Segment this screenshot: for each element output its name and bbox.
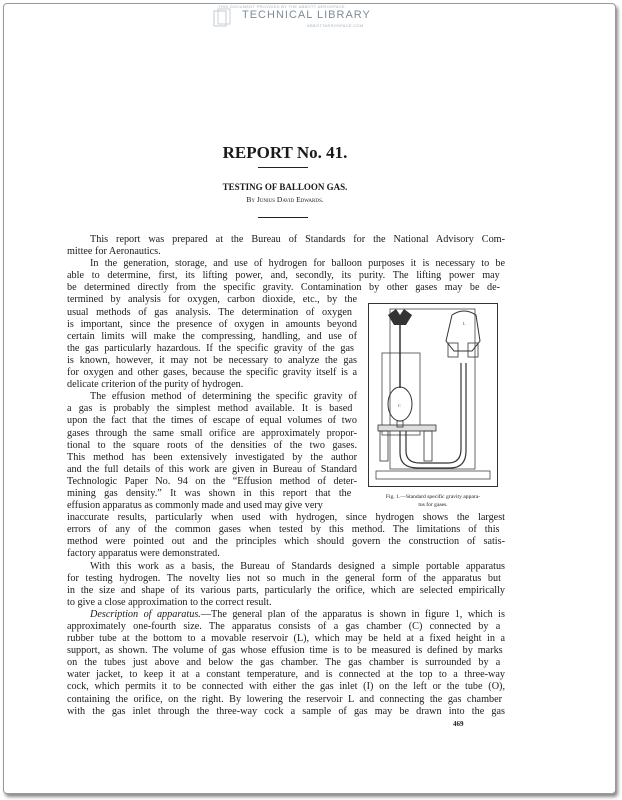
paper-title: TESTING OF BALLOON GAS. [222,182,348,192]
text-line-content: is important, since the presence of oxygen in amounts beyond [67,318,357,330]
text-line-content: method were pointed out and the principles which should govern the construction of satis- [67,536,505,548]
watermark-line1: THIS DOCUMENT PROVIDED BY THE ABBOTT AEROSPACE [218,4,345,9]
figure-1-apparatus-diagram [368,303,498,487]
text-line [67,645,505,657]
abbott-library-watermark [212,3,392,31]
text-line-content: to give a close approximation to the correct result. [67,596,272,608]
text-line [67,657,505,669]
text-line-content: water jacket, to keep it at a constant temperature, and is connected at the top to a three-way [67,669,505,681]
text-line-content: The effusion method of determining the specific gravity of [90,391,357,403]
title-rule [258,167,308,168]
text-line-content: mittee for Aeronautics. [67,246,161,258]
text-line [67,669,505,681]
text-line-content: is known, however, it may not be necessary to analyze the gas [67,354,357,366]
text-line-content: on the tubes just above and below the gas chamber. The gas chamber is surrounded by a [67,657,501,669]
section-run-in-heading: Description of apparatus. [90,608,201,620]
text-line-content: for oxygen and other gases, because the specific gravity itself is a [67,367,357,379]
watermark-url: ABBOTTAEROSPACE.COM [307,23,364,28]
text-line [67,621,505,633]
text-line-content: able to determine, first, its lifting power, and, secondly, its purity. The lifting power may [67,270,500,282]
text-line [67,282,505,294]
text-line [67,585,505,597]
library-logo-icon [212,7,234,29]
text-line-content: be determined directly from the specific gravity. Contamination by other gases may be de- [67,282,501,294]
text-line [67,548,505,560]
text-line [67,694,505,706]
text-line-content: tional to the square roots of the densities of the two gases. [67,439,357,451]
text-line [67,536,505,548]
watermark-title: TECHNICAL LIBRARY [242,9,371,21]
text-line [67,524,505,536]
author-rule [258,217,308,218]
text-line-content: mining gas density.” It was shown in this report that the [67,487,352,499]
text-line-content: cock, which permits it to be connected with either the gas inlet (I) on the left or the tube (O), [67,681,505,693]
text-line-content: Technologic Paper No. 94 on the “Effusion method of deter- [67,475,357,487]
text-line [67,270,505,282]
text-line-content: upon the fact that the times of escape of equal volumes of two [67,415,357,427]
figure-caption-line1: Fig. 1.—Standard specific gravity appara- [385,494,481,500]
figure-caption [360,493,506,509]
text-line-content: effusion apparatus as commonly made and used may give very [67,500,323,512]
text-line-content: —The general plan of the apparatus is shown in figure 1, which is [200,608,505,620]
text-line [67,633,505,645]
text-line [67,609,505,621]
text-line-content: the gas particularly hazardous. If the specific gravity of the gas [67,342,354,354]
text-line-content: factory apparatus were demonstrated. [67,548,220,560]
text-line-content: This method has been extensively investigated by the author [67,451,357,463]
report-number: REPORT No. 41. [222,143,348,162]
text-line [67,706,505,718]
text-line [67,246,505,258]
text-line-content: in the size and shape of its various parts, particularly the orifice, which are selected empirically [67,584,505,596]
text-line-content: with the gas inlet through the three-way cock a sample of gas may be drawn into the gas [67,705,505,717]
text-line [67,597,505,609]
text-line [67,573,505,585]
figure-caption-line2: tus for gases. [418,502,448,508]
text-line-content: containing the orifice, on the right. By lowering the reservoir L and connecting the gas chamber [67,693,503,705]
text-line-content: rubber tube at the bottom to a movable reservoir (L), which may be held at a fixed height in a [67,633,505,645]
text-line-content: and the full details of this work are given in Bureau of Standard [67,463,357,475]
text-line-content: usual methods of gas analysis. The determination of oxygen [67,306,352,318]
text-line-content: certain limits will make the compressing, handling, and use of [67,330,357,342]
text-line [67,258,505,270]
text-line-content: With this work as a basis, the Bureau of Standards designed a simple portable apparatus [90,560,505,572]
text-line-content: errors of any of the common gases when tested by this method. The limitations of this [67,524,500,536]
paragraph [67,561,505,609]
text-line-content: In the generation, storage, and use of hydrogen for balloon purposes it is necessary to be [90,258,505,270]
paragraph [67,234,505,258]
text-line [67,561,505,573]
text-line [67,234,505,246]
reservoir-label: L [463,321,466,326]
text-line-content: termined by analysis for oxygen, carbon dioxide, etc., by the [67,294,357,306]
text-line-content: approximately one-fourth size. The apparatus consists of a gas chamber (C) connected by a [67,621,501,632]
text-line-content: inaccurate results, particularly when used with hydrogen, since hydrogen shows the largest [67,512,505,524]
page-number: 469 [453,720,464,728]
text-line-content: This report was prepared at the Bureau of Standards for the National Advisory Com- [90,234,505,245]
text-line-content: gases through the same small orifice are approximately propor- [67,427,357,439]
text-line-content: for testing hydrogen. The novelty lies not so much in the general form of the apparatus but [67,572,501,584]
chamber-label: C [398,403,401,408]
text-line-content: support, as shown. The volume of gas whose effusion time is to be measured is defined by marks [67,645,503,657]
text-line [67,681,505,693]
text-line-content: a gas is probably the simplest method available. It is based [67,403,353,415]
text-line [67,512,505,524]
text-line-content: delicate criterion of the purity of hydrogen. [67,379,244,391]
paragraph [67,609,505,718]
author-line: By Junius David Edwards. [246,195,324,204]
